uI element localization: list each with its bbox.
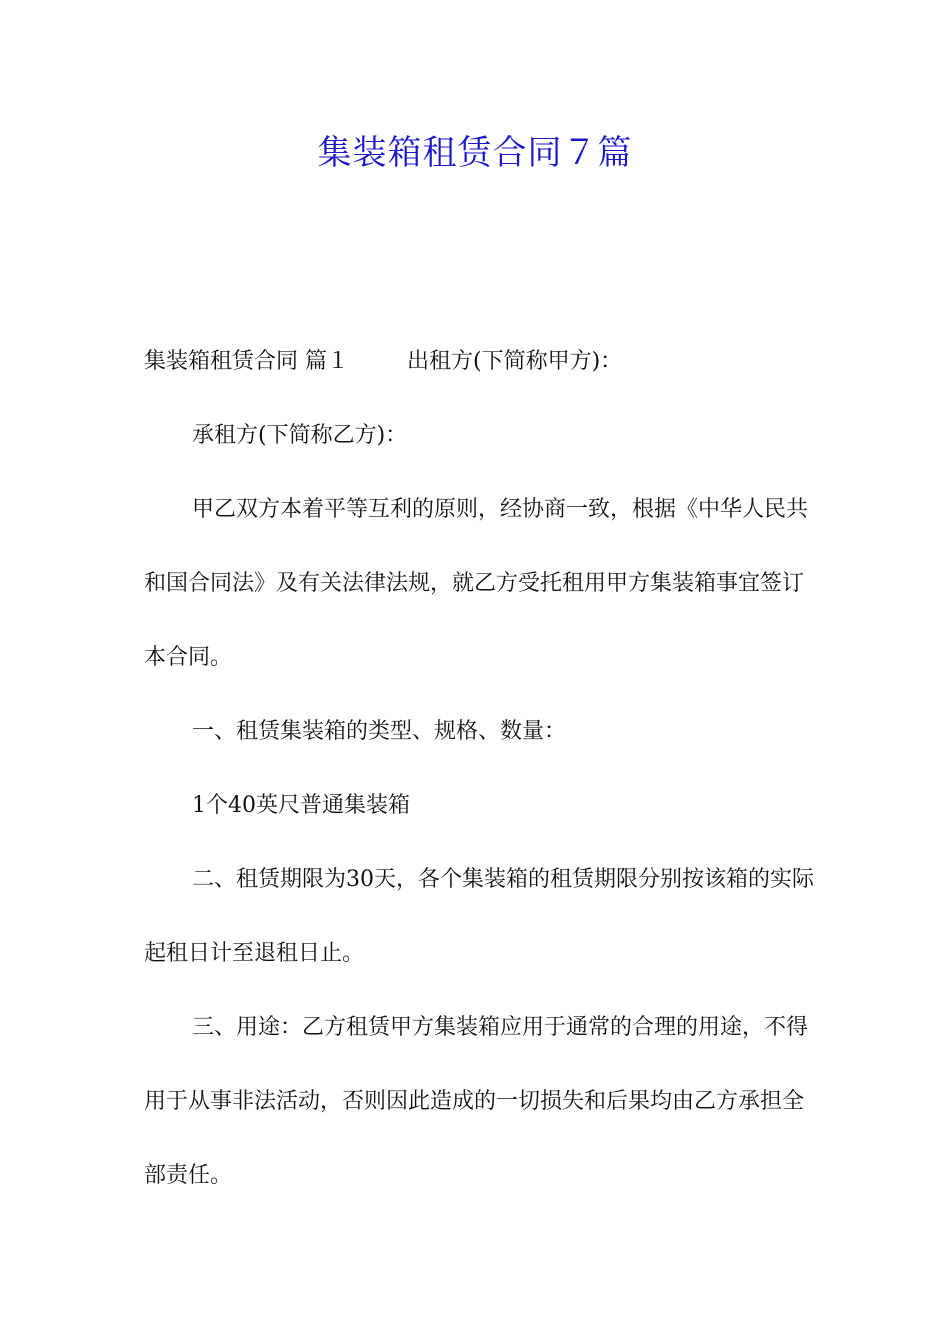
- party-a-line: 出租方(下简称甲方)：: [407, 349, 623, 374]
- paragraph-party-b: 承租方(下简称乙方)：: [192, 423, 408, 448]
- paragraph-clause-1-detail: 1个40英尺普通集装箱: [192, 793, 410, 818]
- paragraph-clause-1: 一、租赁集装箱的类型、规格、数量：: [192, 719, 567, 744]
- section-label: 集装箱租赁合同 篇１: [144, 349, 349, 374]
- paragraph-clause-2: 二、租赁期限为30天，各个集装箱的租赁期限分别按该箱的实际起租日计至退租日止。: [144, 867, 814, 966]
- paragraph-clause-3: 三、用途：乙方租赁甲方集装箱应用于通常的合理的用途，不得用于从事非法活动，否则因此造成的一切损失和后果均由乙方承担全部责任。: [144, 1015, 809, 1188]
- document-title: 集装箱租赁合同７篇: [317, 133, 633, 173]
- paragraph-party-a: [144, 325, 816, 399]
- document-body: [144, 325, 816, 1213]
- paragraph-preamble: 甲乙双方本着平等互利的原则，经协商一致，根据《中华人民共和国合同法》及有关法律法规，就乙方受托租用甲方集装箱事宜签订本合同。: [144, 497, 809, 670]
